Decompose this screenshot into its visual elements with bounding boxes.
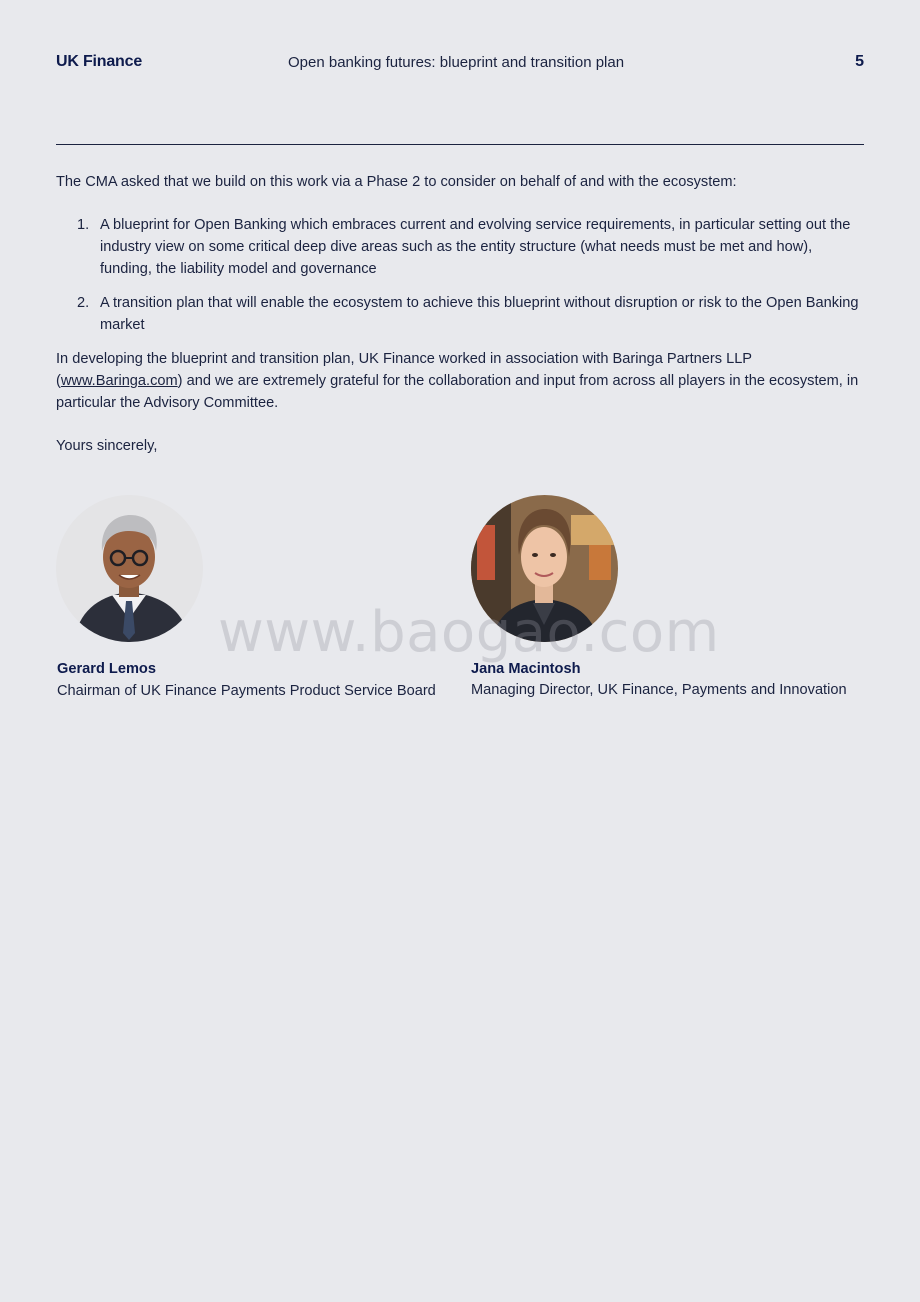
list-item-text: A transition plan that will enable the ecosystem to achieve this blueprint without disruption or risk to the Open Banking market xyxy=(100,295,859,334)
baringa-link[interactable]: www.Baringa.com xyxy=(60,372,178,389)
page-number: 5 xyxy=(855,53,864,70)
list-item xyxy=(56,215,864,280)
acknowledgement-text-end: ) and we are extremely grateful for the collaboration and input from across all players in the ecosystem, in particular the Advisory Committee. xyxy=(56,372,859,411)
list-item-text: A blueprint for Open Banking which embraces current and evolving service requirements, in particular setting out the industry view on some critical deep dive areas such as the entity structure (what needs must be met and how), funding, the liability model and governance xyxy=(100,217,851,277)
portrait-photo xyxy=(471,495,618,642)
list-item xyxy=(56,293,864,337)
signatory-gerard xyxy=(56,495,436,699)
list-number: 2. xyxy=(77,295,90,312)
signatory-role: Chairman of UK Finance Payments Product Service Board xyxy=(57,683,436,699)
signatory-role: Managing Director, UK Finance, Payments and Innovation xyxy=(471,682,847,698)
page-header xyxy=(56,53,864,75)
header-divider xyxy=(56,144,864,145)
watermark: www.baogao.com xyxy=(218,600,720,665)
acknowledgement-text-start: In developing the blueprint and transition plan, UK Finance worked in association with Baringa Partners LLP ( xyxy=(56,351,752,389)
signatory-jana xyxy=(471,495,847,698)
document-title: Open banking futures: blueprint and transition plan xyxy=(288,54,625,71)
numbered-list xyxy=(56,215,864,350)
portrait-photo xyxy=(56,495,203,642)
list-number: 1. xyxy=(77,217,90,233)
signatory-name: Jana Macintosh xyxy=(471,661,581,677)
signatory-name: Gerard Lemos xyxy=(57,661,156,677)
acknowledgement-paragraph xyxy=(56,349,864,414)
intro-paragraph: The CMA asked that we build on this work via a Phase 2 to consider on behalf of and with the ecosystem: xyxy=(56,174,737,190)
closing-salutation: Yours sincerely, xyxy=(56,438,158,454)
brand-name: UK Finance xyxy=(56,53,143,70)
